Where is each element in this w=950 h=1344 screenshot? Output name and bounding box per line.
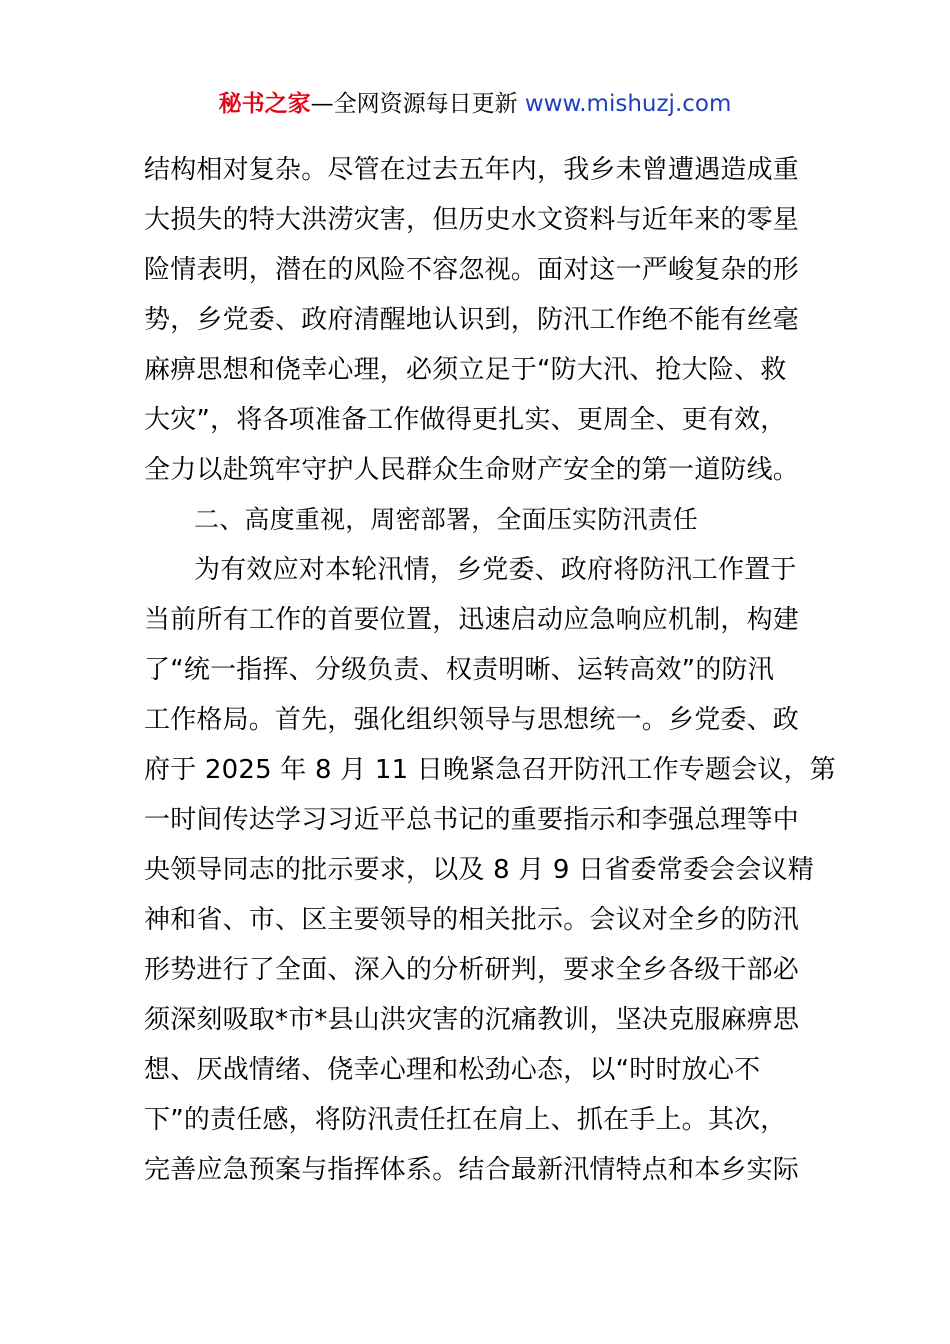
text-line: 工作格局。首先，强化组织领导与思想统一。乡党委、政 — [144, 705, 800, 735]
site-url-link[interactable]: www.mishuzj.com — [524, 91, 732, 117]
section-heading: 二、高度重视，周密部署，全面压实防汛责任 — [194, 505, 699, 534]
text-line: 险情表明，潜在的风险不容忽视。面对这一严峻复杂的形 — [144, 255, 800, 285]
text-line: 全力以赴筑牢守护人民群众生命财产安全的第一道防线。 — [144, 455, 800, 485]
text-line: 完善应急预案与指挥体系。结合最新汛情特点和本乡实际 — [144, 1155, 800, 1185]
text-line: 大损失的特大洪涝灾害，但历史水文资料与近年来的零星 — [144, 205, 800, 235]
text-line: 大灾”，将各项准备工作做得更扎实、更周全、更有效， — [144, 405, 787, 435]
page-header — [0, 86, 950, 122]
document-body — [144, 145, 836, 1195]
text-line: 一时间传达学习习近平总书记的重要指示和李强总理等中 — [144, 805, 800, 835]
text-line: 须深刻吸取*市*县山洪灾害的沉痛教训，坚决克服麻痹思 — [144, 1005, 800, 1035]
text-line: 了“统一指挥、分级负责、权责明晰、运转高效”的防汛 — [144, 655, 774, 685]
brand-name: 秘书之家 — [218, 91, 311, 117]
paragraph-first-line: 为有效应对本轮汛情，乡党委、政府将防汛工作置于 — [194, 555, 797, 585]
text-line: 下”的责任感，将防汛责任扛在肩上、抓在手上。其次， — [144, 1105, 787, 1135]
header-slogan: —全网资源每日更新 — [310, 91, 525, 117]
text-line: 央领导同志的批示要求，以及 8 月 9 日省委常委会会议精 — [144, 855, 814, 885]
text-line: 结构相对复杂。尽管在过去五年内，我乡未曾遭遇造成重 — [144, 155, 800, 185]
text-line: 神和省、市、区主要领导的相关批示。会议对全乡的防汛 — [144, 905, 800, 935]
text-line: 府于 2025 年 8 月 11 日晚紧急召开防汛工作专题会议，第 — [144, 755, 836, 785]
text-line: 势，乡党委、政府清醒地认识到，防汛工作绝不能有丝毫 — [144, 305, 800, 335]
text-line: 想、厌战情绪、侥幸心理和松劲心态，以“时时放心不 — [144, 1055, 761, 1085]
text-line: 麻痹思想和侥幸心理，必须立足于“防大汛、抢大险、救 — [144, 355, 787, 385]
text-line: 形势进行了全面、深入的分析研判，要求全乡各级干部必 — [144, 955, 800, 985]
text-line: 当前所有工作的首要位置，迅速启动应急响应机制，构建 — [144, 605, 800, 635]
